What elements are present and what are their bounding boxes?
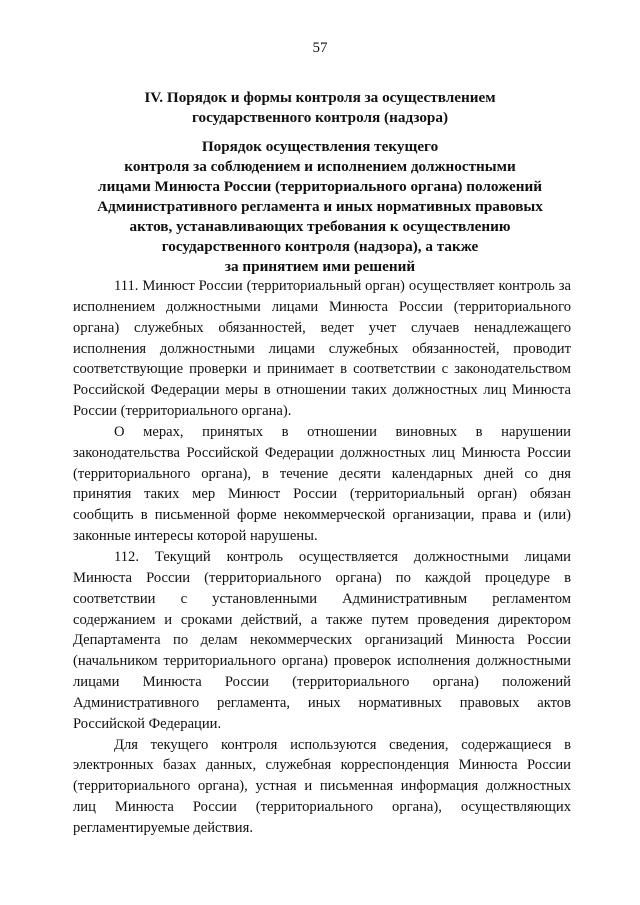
section-heading-line: государственного контроля (надзора) (191, 109, 449, 126)
subsection-heading (0, 137, 640, 277)
subsection-heading-line: государственного контроля (надзора), а также (161, 238, 479, 255)
section-heading-line: IV. Порядок и формы контроля за осуществлением (144, 89, 496, 106)
subsection-heading-line: контроля за соблюдением и исполнением должностными (124, 158, 516, 175)
paragraph-measures: О мерах, принятых в отношении виновных в нарушении законодательства Российской Федерации должностных лиц Минюста России (территориального органа), в течение десяти календарных дней со дня принятия таких мер Минюст России (территориальный орган) обязан сообщить в письменной форме некоммерческой организации, права и (или) законные интересы которой нарушены. (73, 423, 571, 545)
subsection-heading-line: актов, устанавливающих требования к осуществлению (129, 218, 511, 235)
paragraph-111: 111. Минюст России (территориальный орган) осуществляет контроль за исполнением должностными лицами Минюста России (территориального органа) служебных обязанностей, ведет учет случаев ненадлежащего исполнения должностными лицами служебных обязанностей, проводит соответствующие проверки и принимает в соответствии с законодательством Российской Федерации меры в отношении таких должностных лиц Минюста России (территориального органа). (73, 278, 571, 420)
page-number: 57 (312, 40, 328, 56)
subsection-heading-line: Порядок осуществления текущего (201, 138, 439, 155)
paragraph-112: 112. Текущий контроль осуществляется должностными лицами Минюста России (территориального органа) по каждой процедуре в соответствии с установленными Административным регламентом содержанием и сроками действий, а также путем проведения директором Департамента по делам некоммерческих организаций Минюста России (начальником территориального органа) проверок исполнения должностными лицами Минюста России (территориального органа) положений Административного регламента, иных нормативных правовых актов Российской Федерации. (73, 548, 571, 732)
subsection-heading-line: Административного регламента и иных нормативных правовых (97, 198, 543, 215)
subsection-heading-line: за принятием ими решений (224, 258, 416, 275)
body-text (73, 276, 571, 839)
subsection-heading-line: лицами Минюста России (территориального органа) положений (98, 178, 542, 195)
paragraph-sources: Для текущего контроля используются сведения, содержащиеся в электронных базах данных, служебная корреспонденция Минюста России (территориального органа), устная и письменная информация должностных лиц Минюста России (территориального органа), осуществляющих регламентируемые действия. (73, 736, 571, 836)
section-heading (0, 88, 640, 128)
